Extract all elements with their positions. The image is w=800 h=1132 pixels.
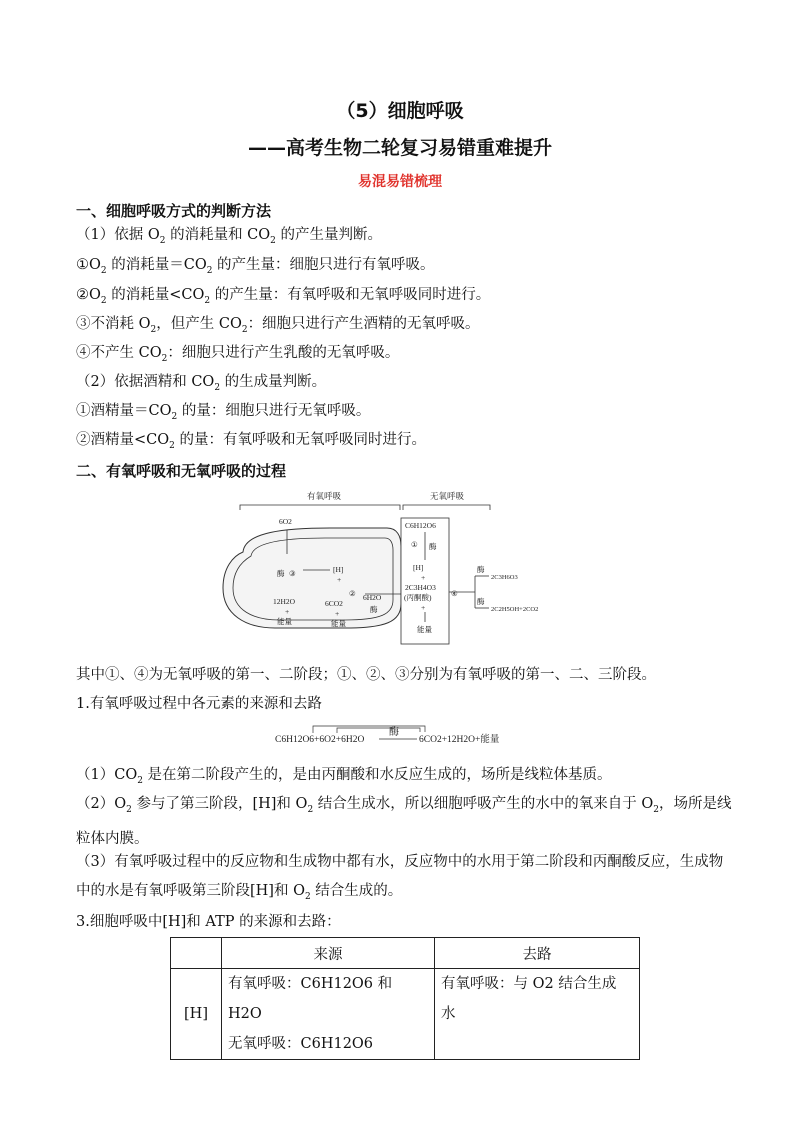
page-title: （5）细胞呼吸 (336, 100, 464, 122)
text-line: （1）依据 $O_2$ 的消耗量和 $CO_2$ 的产生量判断。 (76, 227, 383, 246)
diagram-note: 其中①、④为无氧呼吸的第一、二阶段；①、②、③分别为有氧呼吸的第一、二、三阶段。 (76, 667, 656, 683)
text-paragraph: $(2)O_2$ 参与了第三阶段，[H]和 $O_2$ 结合生成水，所以细胞呼吸产生的水中的氧来自于 $O_2$，场所是线粒体内膜。 (76, 796, 732, 847)
equation-left: C6H12O6+6O2+6H2O (275, 735, 365, 745)
enzyme-label: 酶 (277, 569, 285, 578)
text-line: ④不产生 $CO_2$：细胞只进行产生乳酸的无氧呼吸。 (76, 345, 400, 364)
step1-label: ① (411, 540, 418, 549)
equation-right: 6CO2+12H2O+能量 (419, 735, 500, 745)
equation-enzyme: 酶 (389, 727, 399, 738)
pyruvate-formula: 2C3H4O3 (405, 583, 436, 592)
dest-text: 有氧呼吸：与 O2 结合生成水 (441, 976, 617, 1022)
enzyme-label: 酶 (477, 565, 485, 574)
table-header-empty (171, 938, 222, 969)
energy-label: 能量 (417, 625, 432, 634)
h-label: [H] (333, 565, 344, 574)
plus-sign: + (421, 603, 426, 612)
anaerobic-bracket (403, 505, 490, 510)
text-line: $②O_2$ 的消耗量$<CO_2$ 的产生量：有氧呼吸和无氧呼吸同时进行。 (76, 287, 491, 306)
text-line: ③不消耗 $O_2$，但产生 $CO_2$：细胞只进行产生酒精的无氧呼吸。 (76, 316, 480, 335)
h-atp-table (170, 937, 640, 1060)
table-row-label: [H] (171, 969, 222, 1060)
respiration-equation (275, 723, 535, 751)
energy-label: 能量 (331, 619, 346, 628)
text-line: $①O_2$ 的消耗量$=CO_2$ 的产生量：细胞只进行有氧呼吸。 (76, 257, 435, 276)
item3-heading: 3.细胞呼吸中[H]和 ATP 的来源和去路： (76, 914, 341, 930)
step2-label: ② (349, 589, 356, 598)
table-header-dest: 去路 (435, 938, 640, 969)
enzyme-label: 酶 (477, 597, 485, 606)
co2-label: 6CO2 (325, 599, 343, 608)
plus-sign: + (337, 575, 342, 584)
plus-sign: + (335, 609, 340, 618)
energy-label: 能量 (277, 617, 292, 626)
glucose-label: C6H12O6 (405, 521, 436, 530)
table-row (171, 969, 640, 1060)
plus-sign: + (285, 607, 290, 616)
item1-heading: 1.有氧呼吸过程中各元素的来源和去路 (76, 696, 322, 712)
text-line: ②酒精量$<CO_2$ 的量：有氧呼吸和无氧呼吸同时进行。 (76, 432, 426, 451)
o2-label: 6O2 (279, 517, 292, 526)
source-aerobic: 有氧呼吸：C6H12O6 和 H2O (228, 976, 393, 1022)
table-header-source: 来源 (222, 938, 435, 969)
enzyme-label: 酶 (370, 605, 378, 614)
water-out-label: 12H2O (273, 597, 296, 606)
plus-sign: + (421, 573, 426, 582)
section1-heading: 一、细胞呼吸方式的判断方法 (76, 202, 272, 220)
section-tag: 易混易错梳理 (358, 174, 442, 190)
text-paragraph: （3）有氧呼吸过程中的反应物和生成物中都有水，反应物中的水用于第二阶段和丙酮酸反应，生成物中的水是有氧呼吸第三阶段[H]和 $O_2$ 结合生成的。 (76, 854, 724, 902)
aerobic-bracket (240, 505, 400, 510)
section2-heading: 二、有氧呼吸和无氧呼吸的过程 (76, 462, 287, 480)
aerobic-label: 有氧呼吸 (307, 491, 342, 501)
text-line: （2）依据酒精和 $CO_2$ 的生成量判断。 (76, 374, 327, 393)
h-label: [H] (413, 563, 424, 572)
page-subtitle: ——高考生物二轮复习易错重难提升 (247, 137, 552, 159)
respiration-diagram (215, 484, 539, 646)
source-anaerobic: 无氧呼吸：C6H12O6 (228, 1036, 374, 1052)
water-in-label: 6H2O (363, 593, 382, 602)
lactic-acid-label: 2C3H6O3 (491, 574, 518, 581)
pyruvate-name: (丙酮酸) (404, 593, 432, 602)
table-cell-dest (435, 969, 640, 1060)
step3-label: ③ (289, 569, 296, 578)
text-line: ①酒精量$=CO_2$ 的量：细胞只进行无氧呼吸。 (76, 403, 371, 422)
alcohol-label: 2C2H5OH+2CO2 (491, 606, 539, 613)
text-line: $(1)CO_2$ 是在第二阶段产生的，是由丙酮酸和水反应生成的，场所是线粒体基质。 (76, 767, 612, 786)
table-cell-source (222, 969, 435, 1060)
enzyme-label: 酶 (429, 542, 437, 551)
anaerobic-label: 无氧呼吸 (430, 491, 465, 501)
step4-label: ④ (451, 589, 458, 598)
